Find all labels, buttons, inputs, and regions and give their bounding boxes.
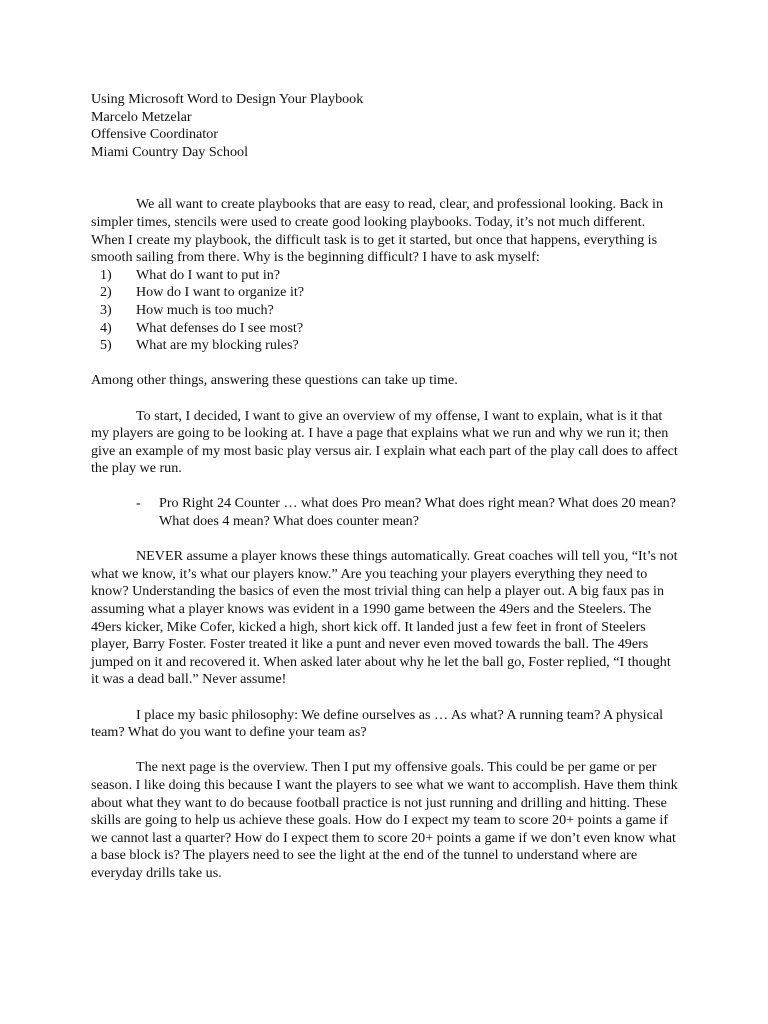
list-item-number: 2): [100, 284, 112, 301]
list-item-number: 4): [100, 319, 112, 336]
school-name: Miami Country Day School: [91, 143, 248, 160]
spacer: [91, 390, 681, 408]
list-item-text: What are my blocking rules?: [136, 337, 299, 354]
document-header: [91, 91, 681, 161]
list-item-text: What do I want to put in?: [136, 266, 281, 283]
spacer: [91, 161, 681, 196]
spacer: [91, 478, 681, 496]
list-item: [100, 302, 681, 320]
play-call-text: Pro Right 24 Counter … what does Pro mean? What does right mean? What does 20 mean? What does 4 mean? What does counter mean?: [159, 495, 676, 530]
spacer: [91, 531, 681, 549]
questions-list: [91, 267, 681, 355]
play-call-bullet: [91, 495, 681, 530]
document-page: [91, 91, 681, 883]
list-item-text: How do I want to organize it?: [136, 284, 305, 301]
intro-paragraph: We all want to create playbooks that are easy to read, clear, and professional looking. Back in simpler times, stencils were used to create good looking playbooks. Today, it’s not much different. When I create my playbook, the difficult task is to get it started, but once that happens, everything is smooth sailing from there. Why is the beginning difficult? I have to ask myself:: [91, 196, 664, 266]
list-item-text: How much is too much?: [136, 301, 274, 318]
spacer: [91, 742, 681, 760]
list-item: [100, 284, 681, 302]
philosophy-paragraph: I place my basic philosophy: We define ourselves as … As what? A running team? A physical team? What do you want to define your team as?: [91, 706, 664, 741]
list-item: [100, 267, 681, 285]
document-title: Using Microsoft Word to Design Your Playbook: [91, 91, 364, 107]
start-paragraph: To start, I decided, I want to give an overview of my offense, I want to explain, what is it that my players are going to be looking at. I have a page that explains what we run and why we run it; then give an example of my most basic play versus air. I explain what each part of the play call does to affect the play we run.: [91, 407, 678, 477]
among-paragraph: Among other things, answering these questions can take up time.: [91, 372, 458, 389]
dash-marker: -: [136, 495, 141, 512]
list-item-number: 1): [100, 266, 112, 283]
overview-paragraph: The next page is the overview. Then I put my offensive goals. This could be per game or per season. I like doing this because I want the players to see what we want to accomplish. Have them think about what they want to do because football practice is not just running and drilling and hitting. These skills are going to help us achieve these goals. How do I expect my team to score 20+ points a game if we cannot last a quarter? How do I expect them to score 20+ points a game if we don’t even know what a base block is? The players need to see the light at the end of the tunnel to understand where are everyday drills take us.: [91, 759, 678, 881]
author-name: Marcelo Metzelar: [91, 108, 192, 125]
list-item-number: 5): [100, 337, 112, 354]
list-item-number: 3): [100, 301, 112, 318]
list-item: [100, 337, 681, 355]
spacer: [91, 689, 681, 707]
never-assume-paragraph: NEVER assume a player knows these things automatically. Great coaches will tell you, “It’s not what we know, it’s what our players know.” Are you teaching your players everything they need to know? Understanding the basics of even the most trivial thing can help a player out. A big faux pas in assuming what a player knows was evident in a 1990 game between the 49ers and the Steelers. The 49ers kicker, Mike Cofer, kicked a high, short kick off. It landed just a few feet in front of Steelers player, Barry Foster. Foster treated it like a punt and never even moved towards the ball. The 49ers jumped on it and recovered it. When asked later about why he let the ball go, Foster replied, “I thought it was a dead ball.” Never assume!: [91, 548, 678, 688]
list-item-text: What defenses do I see most?: [136, 319, 304, 336]
author-role: Offensive Coordinator: [91, 126, 218, 143]
list-item: [100, 320, 681, 338]
spacer: [91, 355, 681, 373]
